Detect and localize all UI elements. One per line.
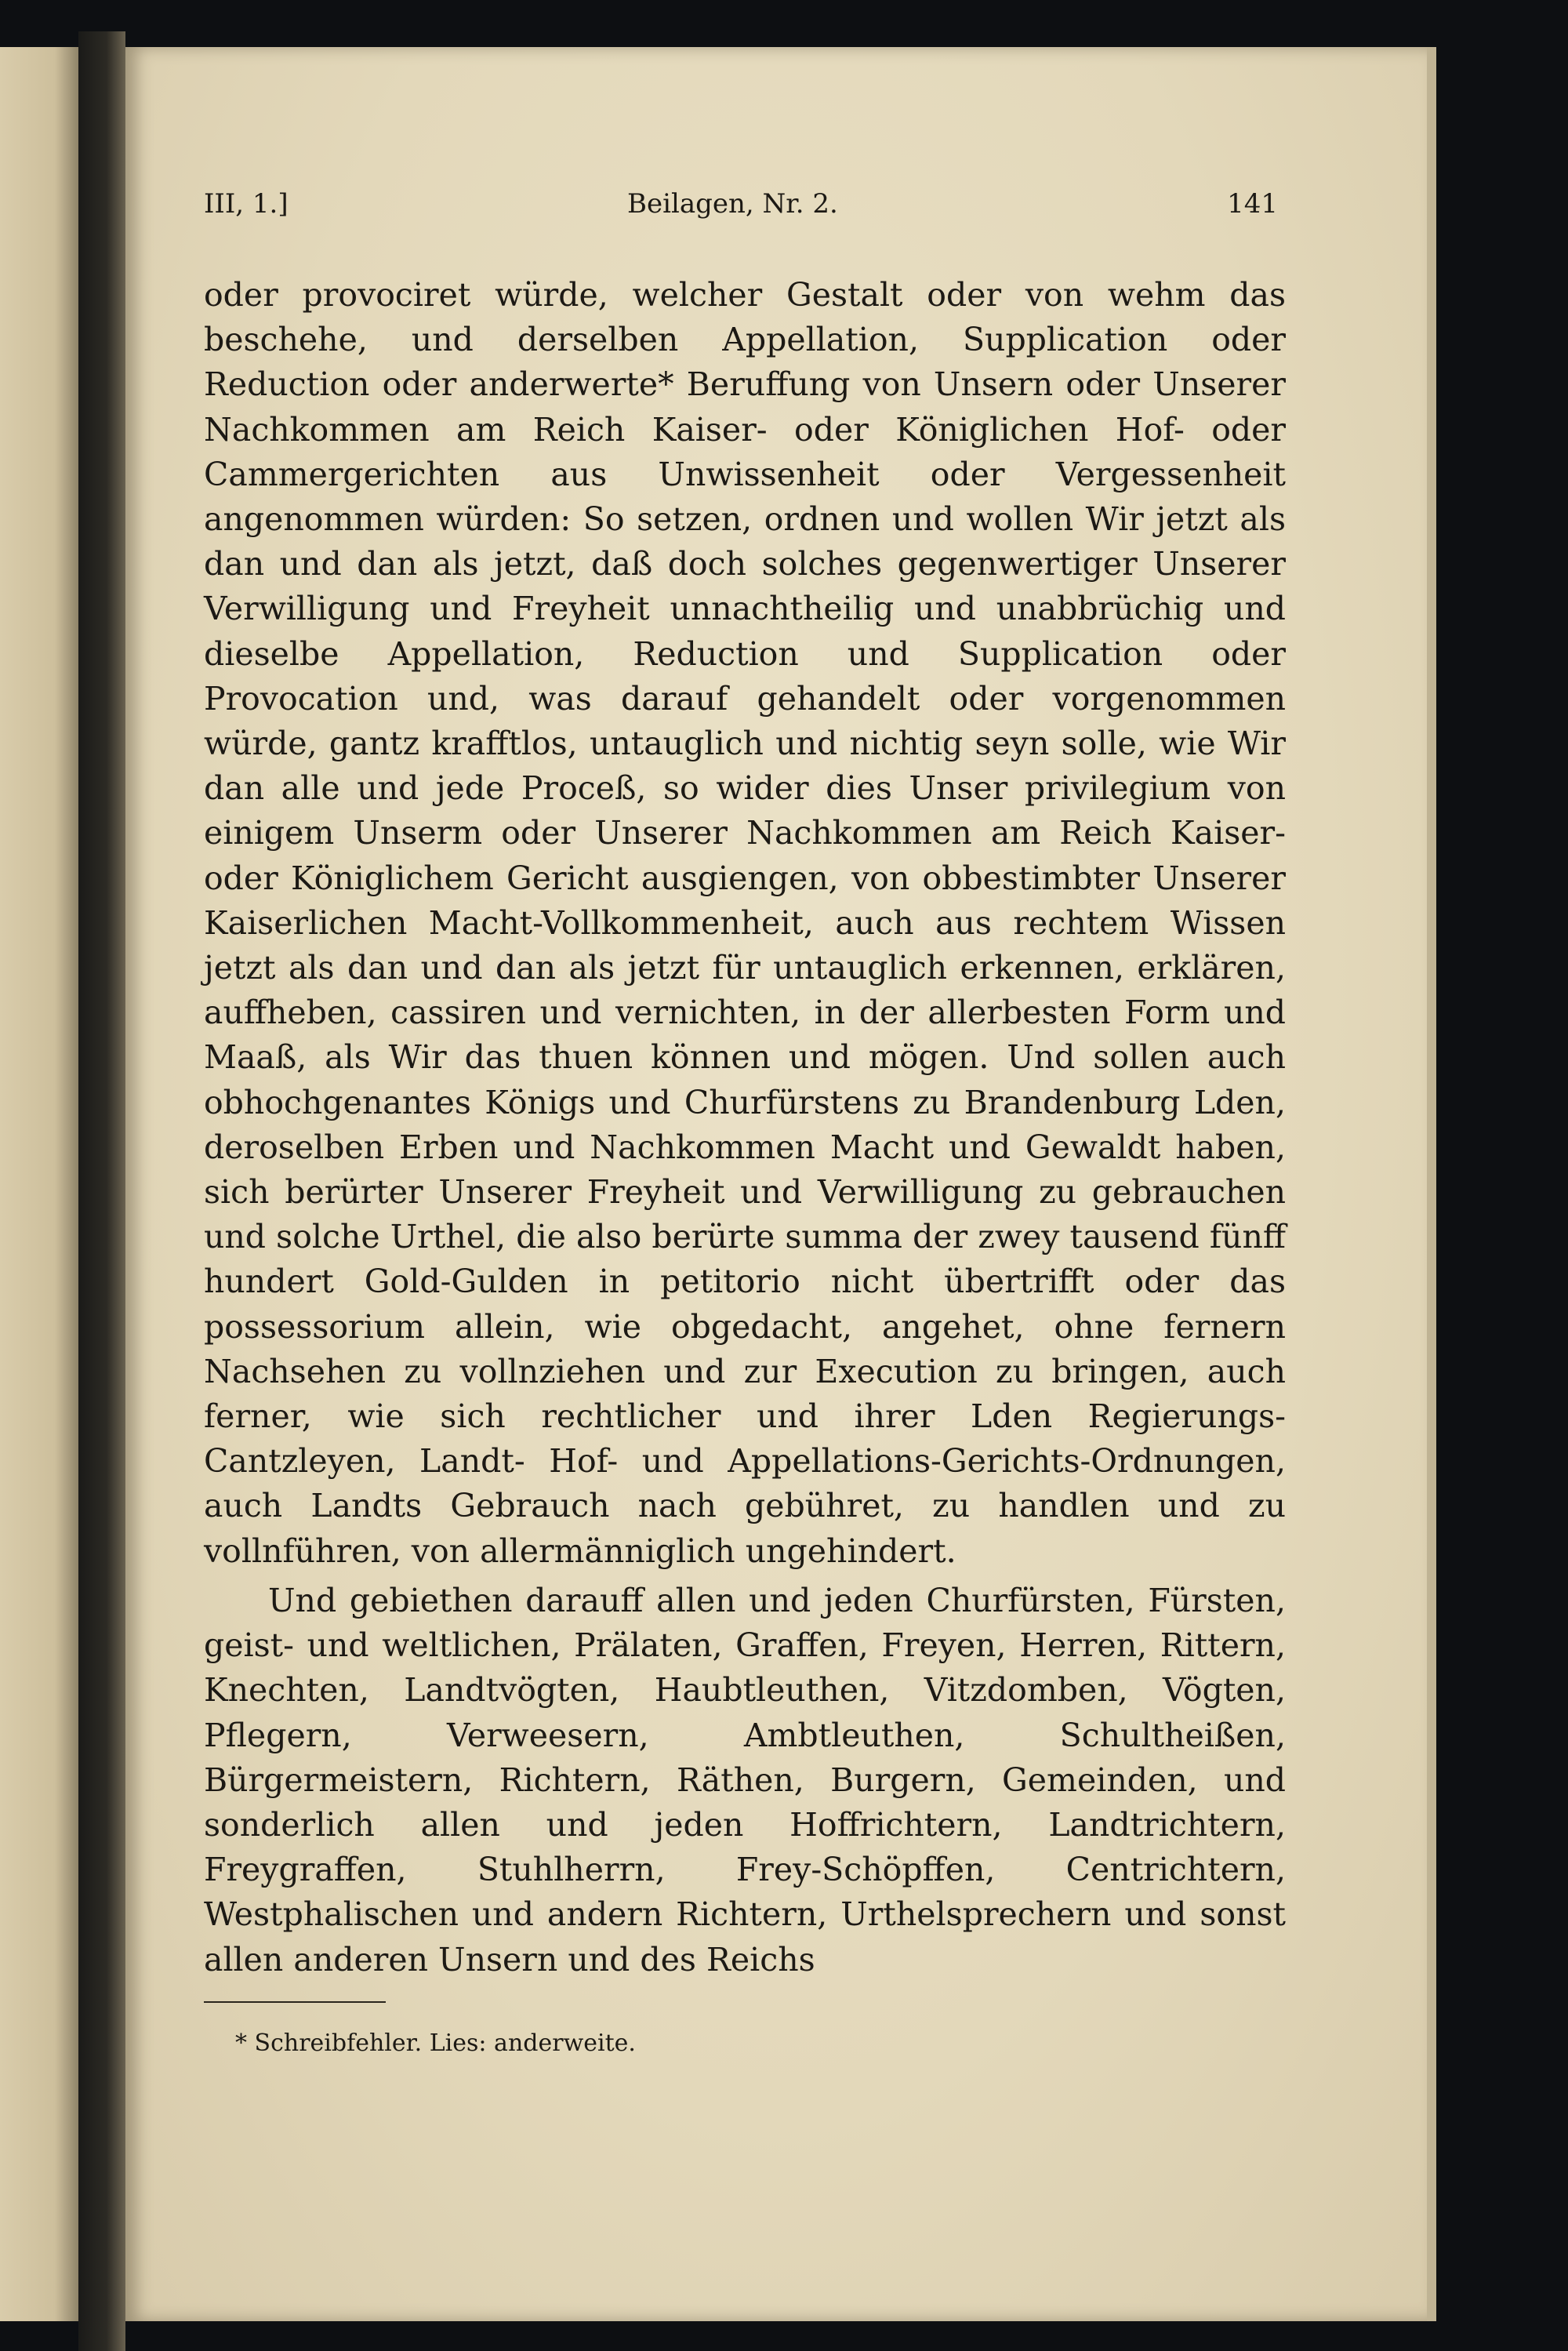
page-number: 141	[1227, 188, 1278, 220]
header-section-ref: III, 1.]	[204, 188, 289, 220]
left-page-edge	[0, 47, 78, 2321]
text-column	[204, 188, 1286, 1982]
book-gutter	[78, 31, 125, 2351]
page-right-edge	[1427, 47, 1436, 2321]
footnote: * Schreibfehler. Lies: anderweite.	[235, 2029, 636, 2057]
paragraph: oder provociret würde, welcher Gestalt oder von wehm das beschehe, und derselben Appellation, Supplication oder Reduction oder anderwerte* Beruffung von Unsern oder Unserer Nachkommen am Reich Kaiser- oder Königlichen Hof- oder Cammergerichten aus Unwissenheit oder Vergessenheit angenommen würden: So setzen, ordnen und wollen Wir jetzt als dan und dan als jetzt, daß doch solches gegenwertiger Unserer Verwilligung und Freyheit unnachtheilig und unabbrüchig und dieselbe Appellation, Reduction und Supplication oder Provocation und, was darauf gehandelt oder vorgenommen würde, gantz krafftlos, untauglich und nichtig seyn solle, wie Wir dan alle und jede Proceß, so wider dies Unser privilegium von einigem Unserm oder Unserer Nachkommen am Reich Kaiser- oder Königlichem Gericht ausgiengen, von obbestimbter Unserer Kaiserlichen Macht-Vollkommenheit, auch aus rechtem Wissen jetzt als dan und dan als jetzt für untauglich erkennen, erklären, auffheben, cassiren und vernichten, in der allerbesten Form und Maaß, als Wir das thuen können und mögen. Und sollen auch obhochgenantes Königs und Churfürstens zu Brandenburg Lden, deroselben Erben und Nachkommen Macht und Gewaldt haben, sich berürter Unserer Freyheit und Verwilligung zu gebrauchen und solche Urthel, die also berürte summa der zwey tausend fünff hundert Gold-Gulden in petitorio nicht übertrifft oder das possessorium allein, wie obgedacht, angehet, ohne fernern Nachsehen zu vollnziehen und zur Execution zu bringen, auch ferner, wie sich rechtlicher und ihrer Lden Regierungs-Cantzleyen, Landt- Hof- und Appellations-Gerichts-Ordnungen, auch Landts Gebrauch nach gebühret, zu handlen und zu vollnführen, von allermänniglich ungehindert.	[204, 276, 1286, 1570]
running-header	[204, 188, 1286, 235]
footnote-rule	[204, 2001, 386, 2003]
paragraph: Und gebiethen darauff allen und jeden Churfürsten, Fürsten, geist- und weltlichen, Prälaten, Graffen, Freyen, Herren, Rittern, Knechten, Landtvögten, Haubtleuthen, Vitzdomben, Vögten, Pflegern, Verweesern, Ambtleuthen, Schultheißen, Bürgermeistern, Richtern, Räthen, Burgern, Gemeinden, und sonderlich allen und jeden Hoffrichtern, Landtrichtern, Freygraffen, Stuhlherrn, Frey-Schöpffen, Centrichtern, Westphalischen und andern Richtern, Urthelsprechern und sonst allen anderen Unsern und des Reichs	[204, 1581, 1286, 1979]
book-page	[125, 47, 1427, 2321]
header-title: Beilagen, Nr. 2.	[627, 188, 838, 220]
body-text	[204, 273, 1286, 1982]
